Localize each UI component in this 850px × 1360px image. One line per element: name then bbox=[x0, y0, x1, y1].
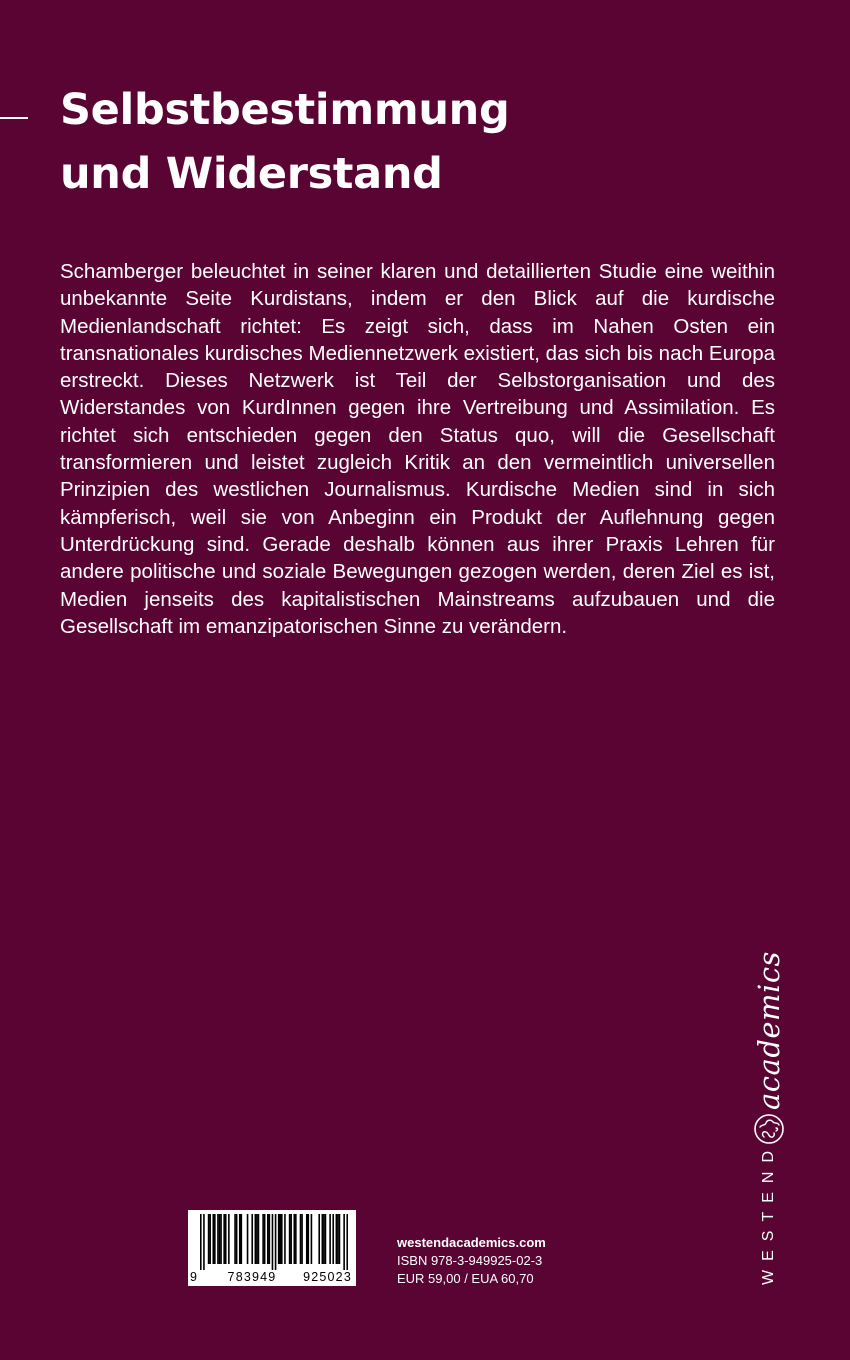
title-line-1: Selbstbestimmung bbox=[60, 85, 510, 135]
publisher-imprint bbox=[743, 865, 795, 1285]
barcode-bar bbox=[306, 1214, 308, 1264]
publisher-info bbox=[397, 1234, 546, 1288]
barcode-bar bbox=[262, 1214, 264, 1264]
barcode-bar bbox=[323, 1214, 325, 1264]
barcode-bar bbox=[300, 1214, 302, 1264]
barcode-bar bbox=[225, 1214, 227, 1264]
imprint-westend: WESTEND bbox=[760, 1142, 777, 1285]
barcode-bar bbox=[272, 1214, 274, 1270]
barcode-bar bbox=[209, 1214, 211, 1264]
barcode-bar bbox=[256, 1214, 258, 1264]
barcode-bar bbox=[279, 1214, 281, 1264]
barcode-bar bbox=[200, 1214, 202, 1270]
barcode-bar bbox=[329, 1214, 331, 1264]
barcode-digit-first: 9 bbox=[190, 1270, 197, 1284]
barcode-bar bbox=[293, 1214, 295, 1264]
barcode-bar bbox=[295, 1214, 297, 1264]
barcode-bar bbox=[208, 1214, 210, 1264]
barcode-bar bbox=[325, 1214, 327, 1264]
barcode-bar bbox=[264, 1214, 266, 1264]
barcode-bar bbox=[212, 1214, 214, 1264]
barcode-bar bbox=[318, 1214, 320, 1264]
barcode-digits bbox=[188, 1270, 356, 1284]
barcode-bar bbox=[290, 1214, 292, 1264]
publisher-url: westendacademics.com bbox=[397, 1235, 546, 1250]
barcode-bar bbox=[203, 1214, 205, 1270]
title-rule bbox=[0, 117, 28, 119]
title-line-2: und Widerstand bbox=[60, 149, 443, 199]
barcode-bar bbox=[278, 1214, 280, 1264]
barcode-bars bbox=[200, 1214, 348, 1270]
barcode-group-right: 925023 bbox=[303, 1270, 352, 1284]
barcode-bar bbox=[239, 1214, 241, 1264]
barcode-bar bbox=[284, 1214, 286, 1264]
barcode-bar bbox=[251, 1214, 253, 1264]
barcode-bar bbox=[258, 1214, 260, 1264]
barcode-bar bbox=[332, 1214, 334, 1264]
isbn-text: ISBN 978-3-949925-02-3 bbox=[397, 1253, 543, 1268]
barcode-bar bbox=[281, 1214, 283, 1264]
barcode-bar bbox=[346, 1214, 348, 1270]
barcode-bar bbox=[236, 1214, 238, 1264]
imprint-academics: academics bbox=[752, 951, 786, 1110]
book-title bbox=[60, 78, 760, 206]
barcode-bar bbox=[234, 1214, 236, 1264]
barcode-bar bbox=[339, 1214, 341, 1264]
barcode-bar bbox=[255, 1214, 257, 1264]
isbn-barcode bbox=[188, 1210, 356, 1286]
barcode-bar bbox=[311, 1214, 313, 1264]
barcode-bar bbox=[267, 1214, 269, 1264]
barcode-bar bbox=[269, 1214, 271, 1264]
barcode-bar bbox=[301, 1214, 303, 1264]
barcode-bar bbox=[220, 1214, 222, 1264]
barcode-bar bbox=[343, 1214, 345, 1270]
barcode-bar bbox=[219, 1214, 221, 1264]
barcode-bar bbox=[337, 1214, 339, 1264]
barcode-bar bbox=[241, 1214, 243, 1264]
barcode-bar bbox=[214, 1214, 216, 1264]
barcode-bar bbox=[223, 1214, 225, 1264]
barcode-bar bbox=[336, 1214, 338, 1264]
barcode-bar bbox=[217, 1214, 219, 1264]
barcode-bar bbox=[322, 1214, 324, 1264]
barcode-group-left: 783949 bbox=[227, 1270, 277, 1284]
barcode-bar bbox=[307, 1214, 309, 1264]
barcode-bar bbox=[275, 1214, 277, 1270]
globe-icon bbox=[752, 1112, 786, 1146]
price-text: EUR 59,00 / EUA 60,70 bbox=[397, 1271, 534, 1286]
barcode-bar bbox=[289, 1214, 291, 1264]
blurb-text: Schamberger beleuchtet in seiner klaren und detaillierten Studie eine weithin unbekannte Seite Kurdistans, indem er den Blick auf die kurdische Medienlandschaft richtet: Es zeigt sich, dass im Nahen Osten ein transnationales kurdisches Mediennetzwerk existiert, das sich bis nach Europa erstreckt. Dieses Netzwerk ist Teil der Selbstorganisation und des Widerstandes von KurdInnen gegen ihre Vertreibung und Assimilation. Es richtet sich entschieden gegen den Status quo, will die Gesellschaft transformieren und leistet zugleich Kritik an den vermeintlich universellen Prinzipien des westlichen Journalismus. Kurdische Medien sind in sich kämpferisch, weil sie von Anbeginn ein Produkt der Auflehnung gegen Unterdrückung sind. Gerade deshalb können aus ihrer Praxis Lehren für andere politische und soziale Bewegungen gezogen werden, deren Ziel es ist, Medien jenseits des kapitalistischen Mainstreams aufzubauen und die Gesellschaft im emanzipatorischen Sinne zu verändern. bbox=[60, 260, 775, 638]
barcode-bar bbox=[247, 1214, 249, 1264]
barcode-bar bbox=[228, 1214, 230, 1264]
